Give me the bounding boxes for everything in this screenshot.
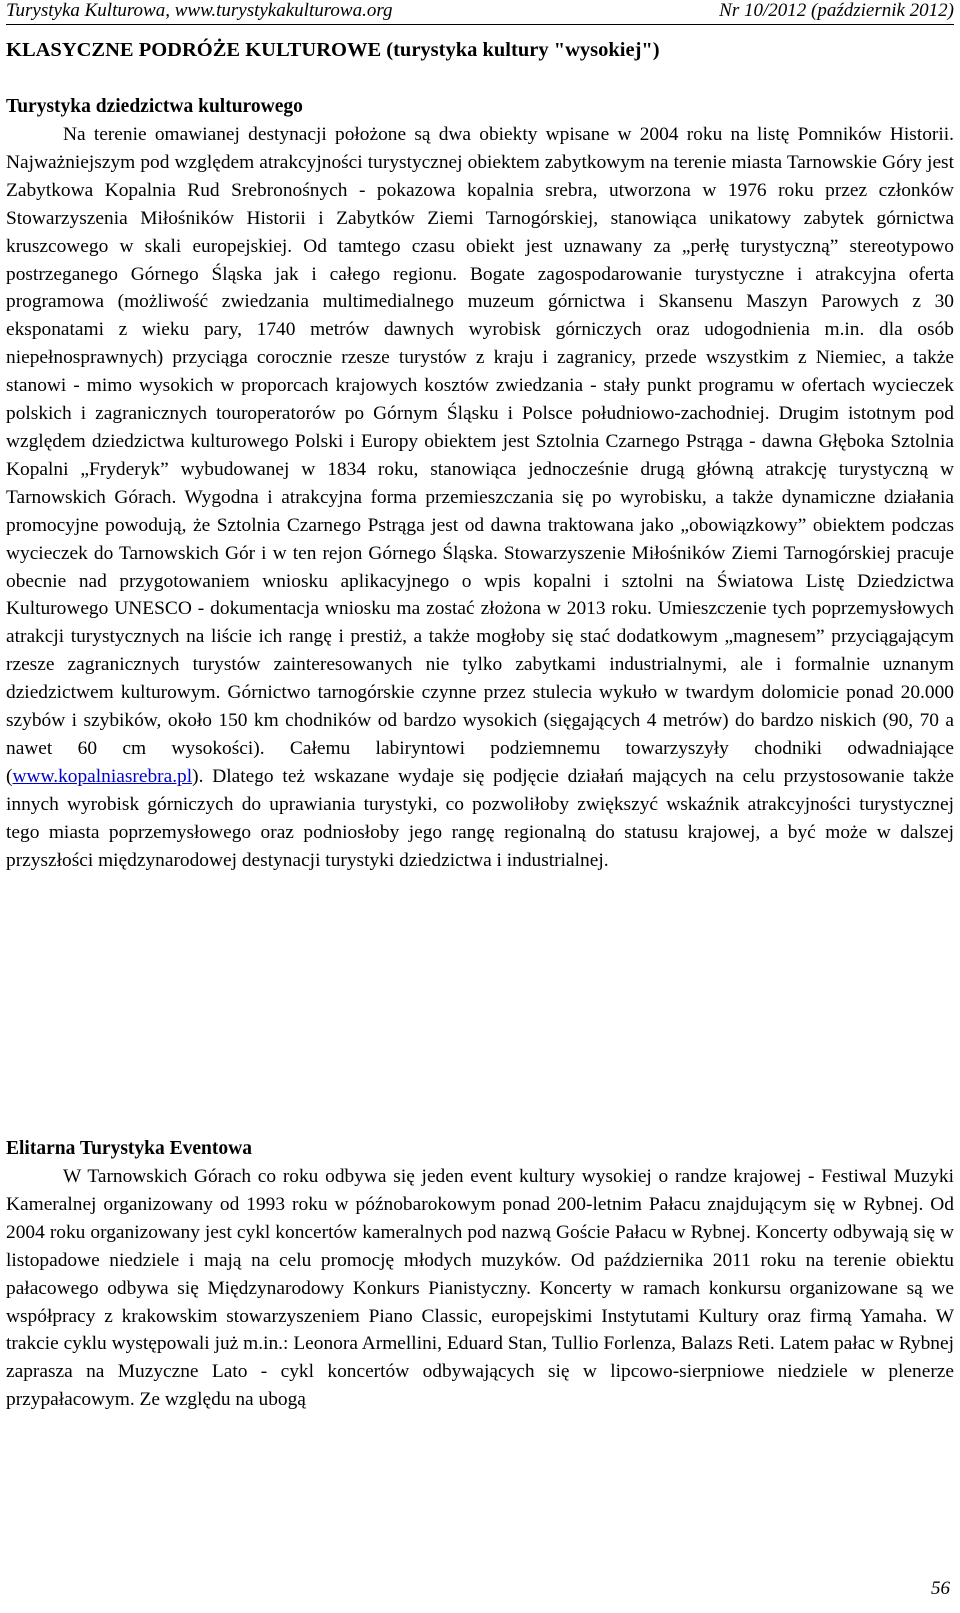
heading-cultural-heritage-tourism: Turystyka dziedzictwa kulturowego bbox=[6, 96, 303, 117]
paragraph-event-tourism: W Tarnowskich Górach co roku odbywa się jeden event kultury wysokiej o randze krajowej - Festiwal Muzyki Kameralnej organizowany od 1993 roku w późnobarokowym ponad 200-letnim Pałacu znajdującym się w Rybnej. Od 2004 roku organizowany jest cykl koncertów kameralnych pod nazwą Goście Pałacu w Rybnej. Koncerty odbywają się w listopadowe niedziele i mają na celu promocję młodych muzyków. Od października 2011 roku na terenie obiektu pałacowego odbywa się Międzynarodowy Konkurs Pianistyczny. Koncerty w ramach konkursu organizowane są we współpracy z krakowskim stowarzyszeniem Piano Classic, europejskimi Instytutami Kultury oraz firmą Yamaha. W trakcie cyklu występowali już m.in.: Leonora Armellini, Eduard Stan, Tullio Forlenza, Balazs Reti. Latem pałac w Rybnej zaprasza na Muzyczne Lato - cykl koncertów odbywających się w lipcowo-sierpniowe niedziele w plenerze przypałacowym. Ze względu na ubogą bbox=[6, 1166, 954, 1411]
running-header bbox=[6, 0, 954, 25]
section-title: KLASYCZNE PODRÓŻE KULTUROWE (turystyka kultury "wysokiej") bbox=[6, 39, 660, 61]
header-journal-title: Turystyka Kulturowa, www.turystykakulturowa.org bbox=[6, 0, 393, 21]
page-number: 56 bbox=[931, 1578, 950, 1599]
heading-elite-event-tourism: Elitarna Turystyka Eventowa bbox=[6, 1138, 252, 1159]
paragraph-cultural-heritage bbox=[6, 121, 954, 874]
paragraph-text: Na terenie omawianej destynacji położone są dwa obiekty wpisane w 2004 roku na listę Pomników Historii. Najważniejszym pod względem atrakcyjności turystycznej obiektem zabytkowym na terenie miasta Tarnowskie Góry jest Zabytkowa Kopalnia Rud Srebronośnych - pokazowa kopalnia srebra, utworzona w 1976 roku przez członków Stowarzyszenia Miłośników Historii i Zabytków Ziemi Tarnogórskiej, stanowiąca unikatowy zabytek górnictwa kruszcowego w skali europejskiej. Od tamtego czasu obiekt jest uznawany za „perłę turystyczną” stereotypowo postrzeganego Górnego Śląska jak i całego regionu. Bogate zagospodarowanie turystyczne i atrakcyjna oferta programowa (możliwość zwiedzania multimedialnego muzeum górnictwa i Skansenu Maszyn Parowych z 30 eksponatami z wieku pary, 1740 metrów dawnych wyrobisk górniczych oraz udogodnienia m.in. dla osób niepełnosprawnych) przyciąga corocznie rzesze turystów z kraju i zagranicy, przede wszystkim z Niemiec, a także stanowi - mimo wysokich w proporcach krajowych kosztów zwiedzania - stały punkt programu w ofertach wycieczek polskich i zagranicznych touroperatorów po Górnym Śląsku i Polsce południowo-zachodniej. Drugim istotnym pod względem dziedzictwa kulturowego Polski i Europy obiektem jest Sztolnia Czarnego Pstrąga - dawna Głęboka Sztolnia Kopalni „Fryderyk” wybudowanej w 1834 roku, stanowiąca jednocześnie drugą główną atrakcję turystyczną w Tarnowskich Górach. Wygodna i atrakcyjna forma przemieszczania się po wyrobisku, a także dynamiczne działania promocyjne powodują, że Sztolnia Czarnego Pstrąga jest od dawna traktowana jako „obowiązkowy” obiektem podczas wycieczek do Tarnowskich Gór i w ten rejon Górnego Śląska. Stowarzyszenie Miłośników Ziemi Tarnogórskiej pracuje obecnie nad przygotowaniem wniosku aplikacyjnego o wpis kopalni i sztolni na Światowa Listę Dziedzictwa Kulturowego UNESCO - dokumentacja wniosku ma zostać złożona w 2013 roku. Umieszczenie tych poprzemysłowych atrakcji turystycznych na liście ich rangę i prestiż, a także mogłoby się stać dodatkowym „magnesem” przyciągającym rzesze zagranicznych turystów zainteresowanych nie tylko zabytkami industrialnymi, ale i formalnie uznanym dziedzictwem kulturowym. Górnictwo tarnogórskie czynne przez stulecia wykuło w twardym dolomicie ponad 20.000 szybów i szybików, około 150 km chodników od bardzo wysokich (sięgających 4 metrów) do bardzo niskich (90, 70 a nawet 60 cm wysokości). Całemu labiryntowi podziemnemu towarzyszyły chodniki odwadniające ( bbox=[6, 124, 954, 787]
header-issue-number: Nr 10/2012 (październik 2012) bbox=[719, 0, 954, 21]
kopalniasrebra-link[interactable]: www.kopalniasrebra.pl bbox=[12, 765, 193, 787]
paragraph-text-continued: ). Dlatego też wskazane wydaje się podjęcie działań mających na celu przystosowanie także innych wyrobisk górniczych do uprawiania turystyki, co pozwoliłoby zwiększyć wskaźnik atrakcyjności turystycznej tego miasta poprzemysłowego oraz podniosłoby jego rangę regionalną do statusu krajowej, a być może w dalszej przyszłości międzynarodowej destynacji turystyki dziedzictwa i industrialnej. bbox=[6, 765, 954, 871]
